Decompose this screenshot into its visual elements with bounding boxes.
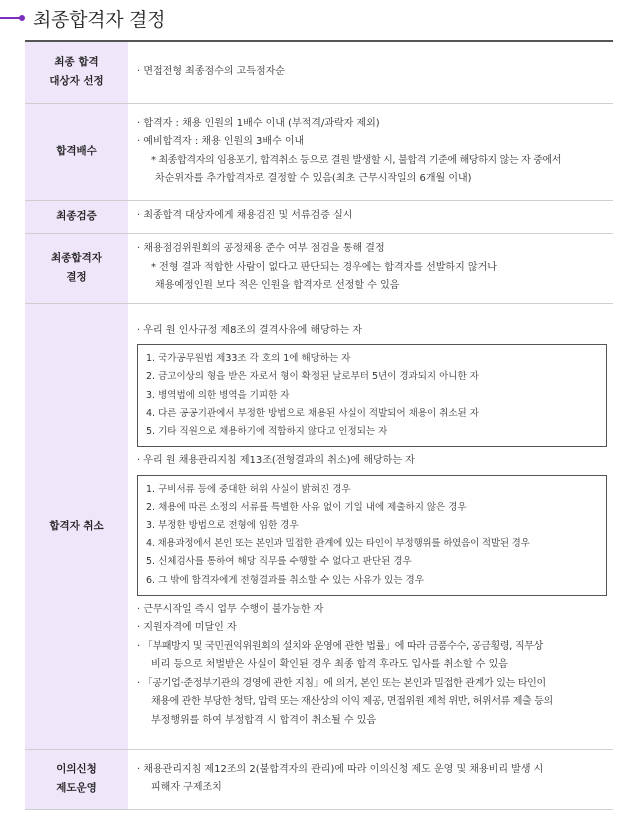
row-header-line: 이의신청 — [56, 763, 97, 775]
content-line: · 예비합격자 : 채용 인원의 3배수 이내 — [137, 136, 305, 147]
table-row — [25, 749, 613, 809]
page-title: 최종합격자 결정 — [33, 8, 166, 31]
list-item: 5. 기타 직원으로 채용하기에 적합하지 않다고 인정되는 자 — [146, 425, 388, 437]
title-bullet-icon — [19, 15, 25, 21]
row-header — [25, 749, 128, 809]
content-line: · 지원자격에 미달인 자 — [137, 622, 237, 634]
list-item: 3. 부정한 방법으로 전형에 임한 경우 — [146, 520, 299, 532]
content-line: · 「공기업·준정부기관의 경영에 관한 지침」에 의거, 본인 또는 본인과 밀접한 관계가 있는 타인이 — [137, 677, 546, 689]
content-line: · 우리 원 인사규정 제8조의 결격사유에 해당하는 자 — [137, 324, 362, 336]
content-line: * 전형 결과 적합한 사람이 없다고 판단되는 경우에는 합격자를 선발하지 않거나 — [151, 261, 497, 273]
row-header — [25, 303, 128, 749]
content-line: 비리 등으로 처벌받은 사실이 확인된 경우 최종 합격 후라도 입사를 취소할 수 있음 — [151, 659, 508, 671]
list-item: 6. 그 밖에 합격자에게 전형결과를 취소할 수 있는 사유가 있는 경우 — [146, 574, 424, 586]
content-line: 피해자 구제조치 — [151, 782, 222, 793]
list-item: 1. 국가공무원법 제33조 각 호의 1에 해당하는 자 — [146, 353, 351, 365]
row-content — [128, 200, 613, 233]
list-item: 4. 다른 공공기관에서 부정한 방법으로 채용된 사실이 적발되어 채용이 취소된 자 — [146, 407, 479, 419]
content-line: · 채용점검위원회의 공정채용 준수 여부 점검을 통해 결정 — [137, 243, 385, 255]
row-content — [128, 233, 613, 303]
list-item: 4. 채용과정에서 본인 또는 본인과 밀접한 관계에 있는 타인이 부정행위를 하였음이 적발된 경우 — [146, 538, 530, 550]
content-line: · 근무시작일 즉시 업무 수행이 불가능한 자 — [137, 603, 324, 615]
title-line-decoration — [0, 17, 20, 19]
table-row — [25, 233, 613, 303]
content-line: · 최종합격 대상자에게 채용검진 및 서류검증 실시 — [137, 210, 353, 222]
row-header — [25, 41, 128, 103]
final-selection-table — [25, 40, 613, 810]
content-line: 채용에 관한 부당한 청탁, 압력 또는 재산상의 이익 제공, 면접위원 제척 위반, 허위서류 제출 등의 — [151, 696, 553, 708]
content-line: · 합격자 : 채용 인원의 1배수 이내 (부적격/과락자 제외) — [137, 117, 380, 129]
content-line: 차순위자를 추가합격자로 결정할 수 있음(최초 근무시작일의 6개월 이내) — [155, 173, 472, 184]
table-row — [25, 41, 613, 103]
content-line: * 최종합격자의 임용포기, 합격취소 등으로 결원 발생할 시, 불합격 기준에 해당하지 않는 자 중에서 — [151, 154, 562, 166]
row-header-line: 결정 — [66, 271, 87, 283]
list-item: 3. 병역법에 의한 병역을 기피한 자 — [146, 389, 290, 401]
disqualification-list-box — [137, 344, 607, 447]
row-header — [25, 233, 128, 303]
list-item: 2. 채용에 따른 소정의 서류를 특별한 사유 없이 기일 내에 제출하지 않은 경우 — [146, 501, 467, 513]
row-content — [128, 103, 613, 200]
table-row — [25, 303, 613, 749]
row-header — [25, 103, 128, 200]
row-header-line: 합격자 취소 — [49, 519, 104, 532]
row-header-line: 제도운영 — [56, 782, 97, 794]
row-header-line: 최종합격자 — [51, 252, 102, 264]
row-header-line: 최종 합격 — [54, 56, 99, 69]
content-line: · 면접전형 최종점수의 고득점자순 — [137, 66, 285, 77]
list-item: 1. 구비서류 등에 중대한 허위 사실이 밝혀진 경우 — [146, 483, 351, 495]
row-header — [25, 200, 128, 233]
content-line: 부정행위를 하여 부정합격 시 합격이 취소될 수 있음 — [151, 714, 377, 726]
list-item: 2. 금고이상의 형을 받은 자로서 형이 확정된 날로부터 5년이 경과되지 아니한 자 — [146, 371, 479, 383]
content-line: · 채용관리지침 제12조의 2(불합격자의 관리)에 따라 이의신청 제도 운영 및 채용비리 발생 시 — [137, 763, 544, 775]
list-item: 5. 신체검사를 통하여 해당 직무를 수행할 수 없다고 판단된 경우 — [146, 556, 412, 568]
row-header-line: 대상자 선정 — [49, 75, 104, 88]
table-row — [25, 200, 613, 233]
table-row — [25, 103, 613, 200]
row-content — [128, 749, 613, 809]
content-line: 채용예정인원 보다 적은 인원을 합격자로 선정할 수 있음 — [155, 280, 400, 292]
content-line: · 우리 원 채용관리지침 제13조(전형결과의 취소)에 해당하는 자 — [137, 455, 415, 467]
cancellation-list-box — [137, 475, 607, 596]
row-header-line: 최종검증 — [56, 210, 97, 222]
row-content — [128, 303, 613, 749]
section-title — [0, 4, 165, 32]
row-header-line: 합격배수 — [56, 145, 97, 157]
content-line: · 「부패방지 및 국민권익위원회의 설치와 운영에 관한 법률」에 따라 금품수수, 공금횡령, 직무상 — [137, 640, 544, 652]
row-content — [128, 41, 613, 103]
